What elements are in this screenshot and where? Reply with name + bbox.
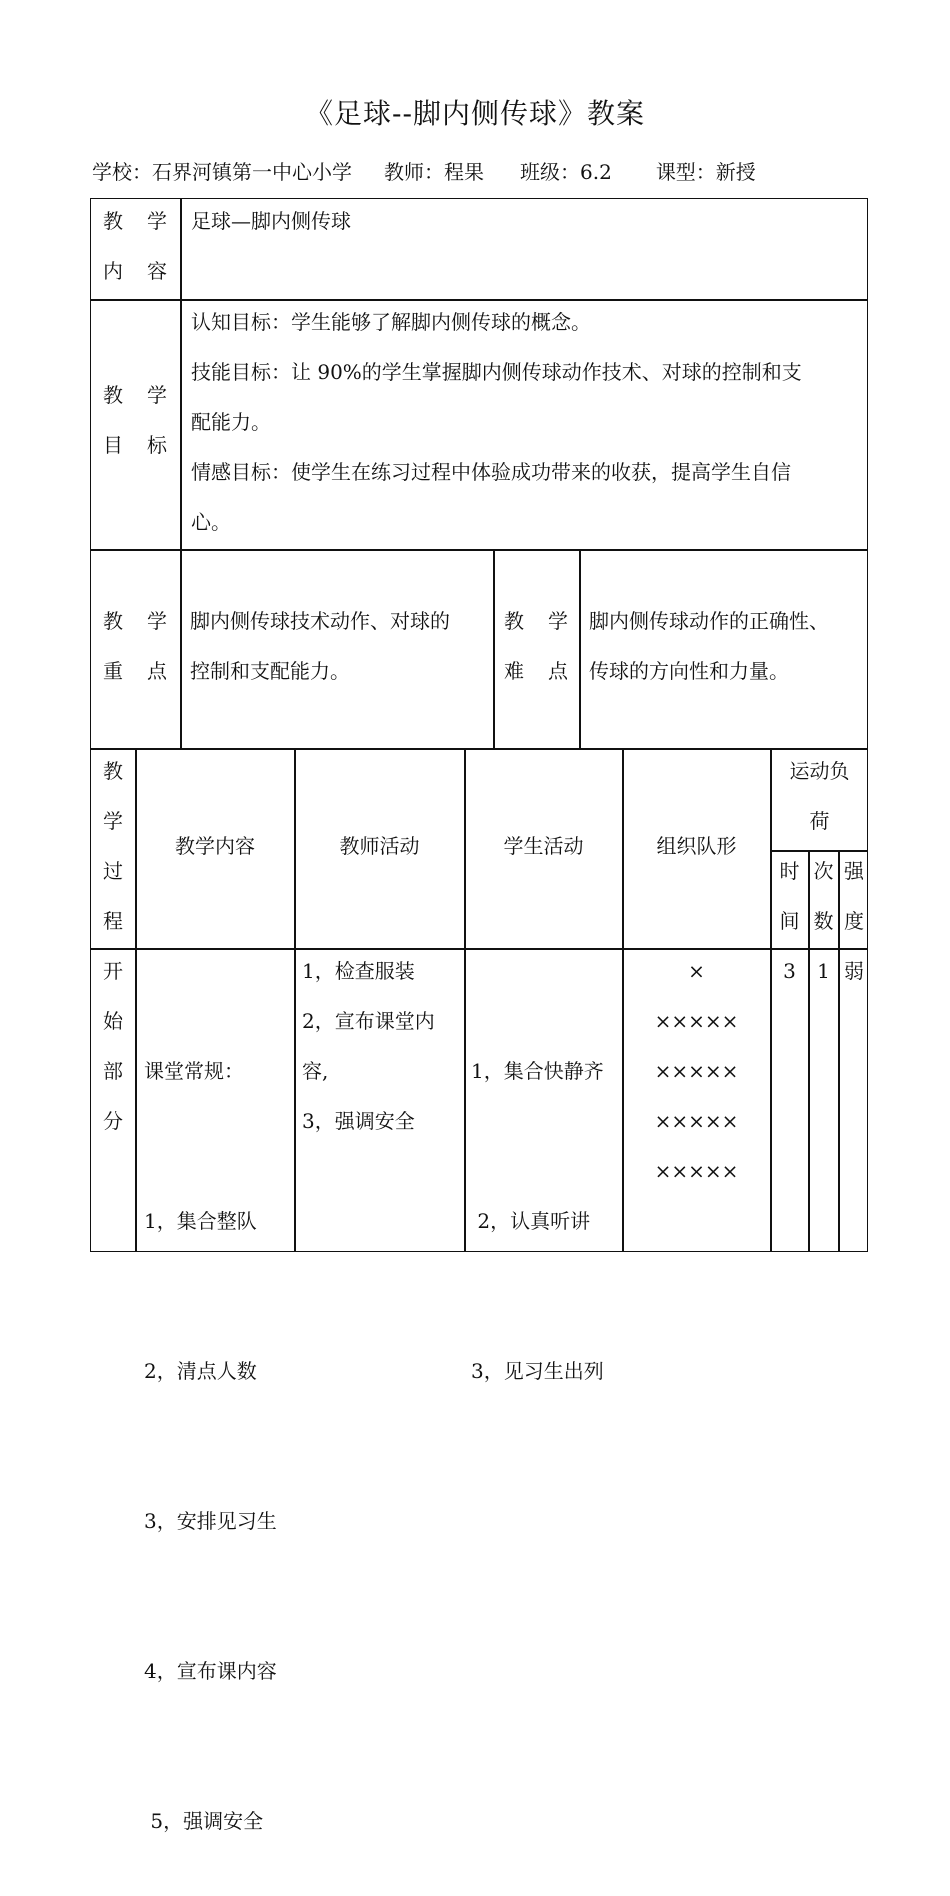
start-time: 3 [783, 959, 796, 983]
start-intensity: 弱 [844, 959, 864, 983]
col-divider [579, 549, 581, 748]
header-student: 学生活动 [503, 834, 584, 858]
goals-text [191, 297, 863, 547]
school-field: 学校：石界河镇第一中心小学 [92, 160, 352, 184]
header-load: 运动负 荷 [789, 759, 850, 833]
col-divider [493, 549, 495, 748]
content-label: 教 学 内 容 [103, 209, 167, 283]
goal-skill-cont: 配能力。 [191, 410, 271, 434]
header-teacher: 教师活动 [339, 834, 420, 858]
header-intensity: 强 度 [844, 859, 864, 933]
start-count: 1 [817, 959, 830, 983]
start-section-label: 开 始 部 分 [103, 959, 123, 1133]
teacher-field: 教师：程果 [384, 160, 484, 184]
goal-cognitive: 认知目标：学生能够了解脚内侧传球的概念。 [191, 310, 591, 334]
page-title: 《足球--脚内侧传球》教案 [305, 97, 645, 130]
start-formation: × ××××× ××××× ××××× ××××× [654, 959, 739, 1183]
lesson-type-field: 课型：新授 [655, 160, 756, 184]
key-points-label: 教 学 重 点 [103, 609, 167, 683]
header-count: 次 数 [813, 859, 834, 933]
content-text: 足球—脚内侧传球 [191, 209, 351, 233]
difficulties-text: 脚内侧传球动作的正确性、 传球的方向性和力量。 [589, 609, 829, 683]
row-divider [90, 748, 868, 750]
start-content: 课堂常规： 1，集合整队 2，清点人数 3，安排见习生 4，宣布课内容 5，强调安全 [144, 1059, 277, 1833]
goal-emotion: 情感目标：使学生在练习过程中体验成功带来的收获，提高学生自信 [191, 460, 791, 484]
goal-skill: 技能目标：让 90%的学生掌握脚内侧传球动作技术、对球的控制和支 [191, 360, 802, 384]
class-field: 班级：6.2 [520, 160, 612, 184]
start-teacher: 1，检查服装 2，宣布课堂内 容, 3，强调安全 [302, 959, 435, 1133]
key-points-text: 脚内侧传球技术动作、对球的 控制和支配能力。 [190, 609, 450, 683]
process-label: 教 学 过 程 [103, 759, 123, 933]
col-divider [180, 198, 182, 748]
lesson-info [92, 156, 756, 185]
difficulties-label: 教 学 难 点 [504, 609, 568, 683]
goals-label: 教 学 目 标 [103, 383, 167, 457]
start-student: 1，集合快静齐 2，认真听讲 3，见习生出列 [471, 1059, 604, 1383]
header-time: 时 间 [779, 859, 800, 933]
goal-emotion-cont: 心。 [191, 510, 231, 534]
row-divider [90, 549, 868, 551]
header-formation: 组织队形 [656, 834, 737, 858]
header-content: 教学内容 [175, 834, 255, 858]
